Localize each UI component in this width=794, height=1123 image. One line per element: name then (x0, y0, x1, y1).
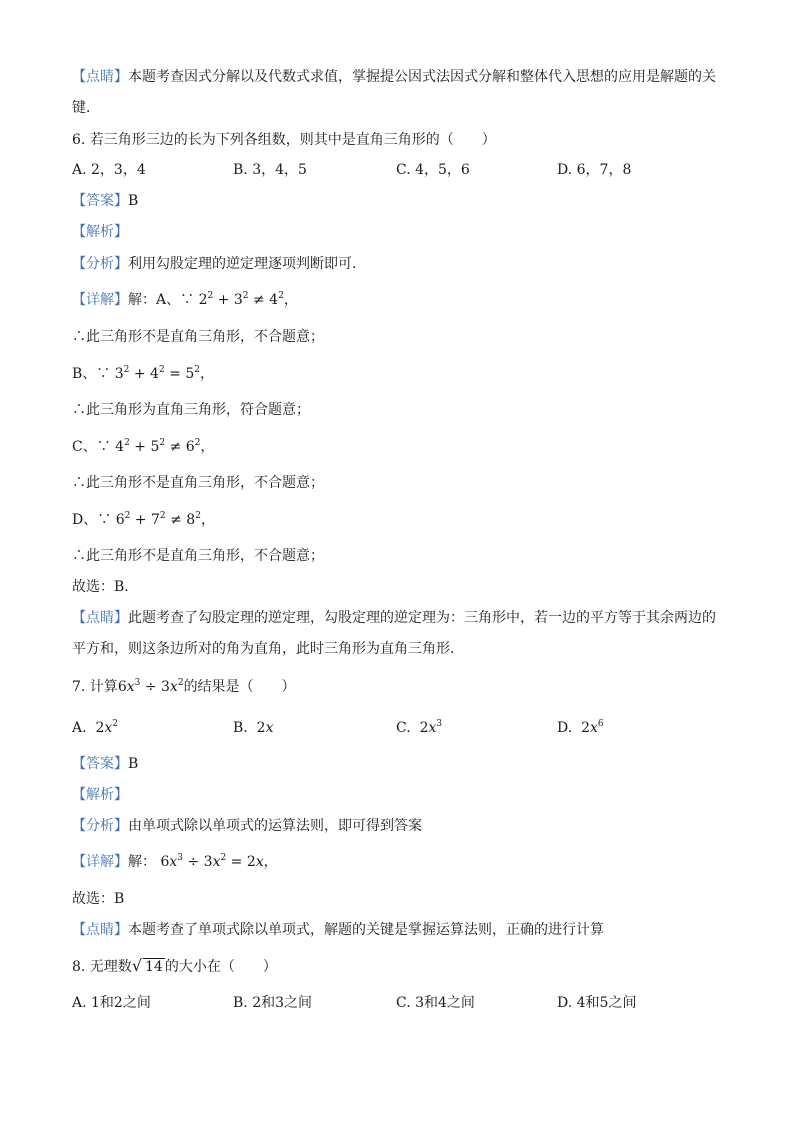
q8-option-b: B. 2和3之间 (233, 995, 313, 1011)
top-dianjing-text: 本题考查因式分解以及代数式求值，掌握提公因式法因式分解和整体代入思想的应用是解题的关 (128, 69, 716, 85)
q7-xiangjie-prefix: 解： (128, 854, 156, 870)
q6-option-b: B. 3，4，5 (233, 162, 307, 178)
q7-answer: B (128, 756, 139, 772)
q7-equation: $6x^3 \div 3x^2 = 2x$， (160, 853, 278, 870)
fenxi-tag: 【分析】 (72, 256, 128, 272)
q7-fenxi-line (72, 816, 422, 836)
q6-b-prefix: B、∵ (72, 366, 111, 382)
q6-xiangjie-line (72, 290, 298, 310)
sqrt-icon: √ (131, 956, 143, 975)
q7-answer-line (72, 754, 138, 774)
fenxi-tag: 【分析】 (72, 818, 128, 834)
xiangjie-tag: 【详解】 (72, 854, 128, 870)
q6-d-line (72, 510, 215, 530)
q6-dianjing-text: 此题考查了勾股定理的逆定理，勾股定理的逆定理为：三角形中，若一边的平方等于其余两边的 (128, 610, 716, 626)
q6-option-c: C. 4，5，6 (396, 162, 470, 178)
q6-fenxi-line (72, 254, 366, 274)
q7-option-c: C. $2x^3$ (396, 719, 443, 736)
q6-d-equation: $6^2 + 7^2 \ne 8^2$， (115, 511, 215, 528)
q6-option-d: D. 6，7，8 (557, 162, 632, 178)
dianjing-tag: 【点睛】 (72, 922, 128, 938)
q6-dianjing-line2: 平方和，则这条边所对的角为直角，此时三角形为直角三角形． (72, 641, 464, 657)
q7-jiexi-tag (72, 785, 128, 805)
q8-stem (72, 956, 277, 977)
top-dianjing-line2: 键． (72, 100, 100, 116)
answer-tag: 【答案】 (72, 756, 128, 772)
q7-xiangjie-line (72, 852, 278, 872)
q6-answer: B (128, 193, 139, 209)
q6-a-equation: $2^2 + 3^2 \ne 4^2$， (198, 291, 298, 308)
q6-option-a: A. 2，3，4 (72, 162, 146, 178)
q6-d-conclusion: ∴此三角形不是直角三角形，不合题意； (72, 548, 324, 564)
q7-dianjing-text: 本题考查了单项式除以单项式，解题的关键是掌握运算法则，正确的进行计算 (128, 922, 604, 938)
q7-stem-prefix: 7. 计算 (72, 679, 118, 695)
q6-answer-line (72, 191, 138, 211)
top-dianjing-line1 (72, 67, 716, 87)
q6-stem: 6. 若三角形三边的长为下列各组数，则其中是直角三角形的（ ） (72, 132, 496, 148)
answer-tag: 【答案】 (72, 193, 128, 209)
q7-expression: $6x^3 \div 3x^2$ (117, 678, 184, 695)
q8-option-c: C. 3和4之间 (396, 995, 475, 1011)
q8-stem-suffix: 的大小在（ ） (164, 959, 277, 975)
q7-option-b: B. 2x (233, 720, 274, 736)
q8-option-d: D. 4和5之间 (557, 995, 637, 1011)
q7-option-a: A. $2x^2$ (72, 719, 119, 736)
analysis-tag: 【解析】 (72, 224, 128, 240)
q7-choose: 故选：B (72, 891, 125, 907)
q6-b-line (72, 364, 214, 384)
q6-fenxi: 利用勾股定理的逆定理逐项判断即可． (128, 256, 366, 272)
q7-fenxi: 由单项式除以单项式的运算法则，即可得到答案 (128, 818, 422, 834)
q7-stem-suffix: 的结果是（ ） (183, 679, 296, 695)
q6-c-equation: $4^2 + 5^2 \ne 6^2$， (115, 438, 215, 455)
q7-option-d: D. $2x^6$ (557, 719, 604, 736)
dianjing-tag: 【点睛】 (72, 610, 128, 626)
q7-stem (72, 677, 296, 697)
q6-c-prefix: C、∵ (72, 439, 111, 455)
q6-dianjing-line1 (72, 608, 716, 628)
q8-stem-prefix: 8. 无理数 (72, 959, 132, 975)
q6-choose: 故选：B． (72, 579, 139, 595)
q6-d-prefix: D、∵ (72, 512, 112, 528)
q8-option-a: A. 1和2之间 (72, 995, 151, 1011)
q6-xiangjie-prefix: 解：A、∵ (128, 292, 195, 308)
analysis-tag: 【解析】 (72, 787, 128, 803)
q6-b-conclusion: ∴此三角形为直角三角形，符合题意； (72, 402, 310, 418)
q7-dianjing-line (72, 920, 604, 940)
xiangjie-tag: 【详解】 (72, 292, 128, 308)
q6-c-line (72, 437, 214, 457)
dianjing-tag: 【点睛】 (72, 69, 128, 85)
q6-jiexi-tag (72, 222, 128, 242)
q8-sqrt: √ 14 (131, 956, 163, 975)
q6-a-conclusion: ∴此三角形不是直角三角形，不合题意； (72, 329, 324, 345)
q6-c-conclusion: ∴此三角形不是直角三角形，不合题意； (72, 475, 324, 491)
q6-b-equation: $3^2 + 4^2 = 5^2$， (114, 365, 214, 382)
